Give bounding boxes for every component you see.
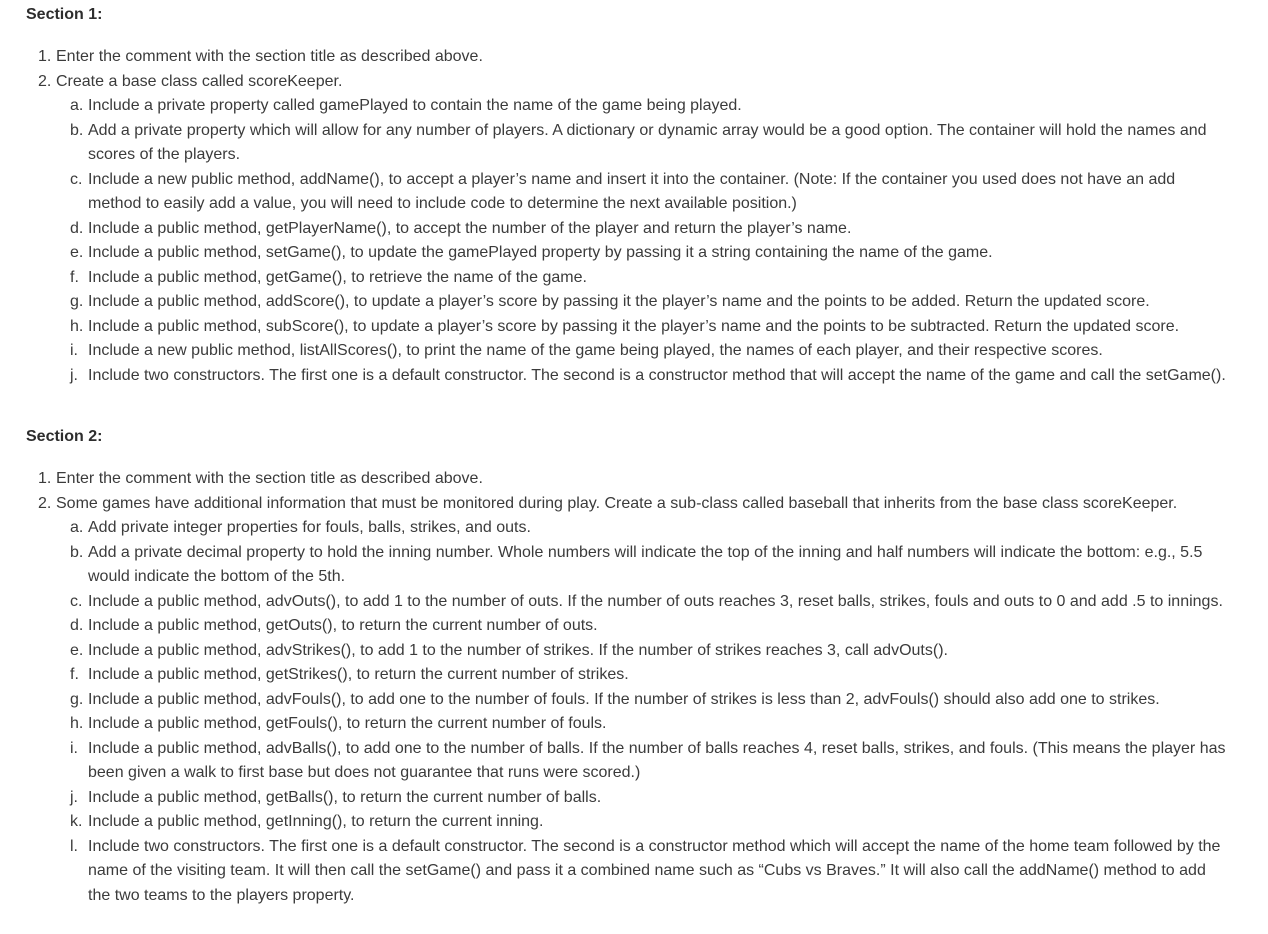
list-item-text: Enter the comment with the section title as described above.: [56, 48, 483, 65]
sub-list-item-letter: g.: [70, 293, 84, 310]
sub-list-item-letter: d.: [70, 219, 84, 237]
list-item-number: 1.: [38, 470, 52, 487]
sub-list-item: [70, 712, 1230, 737]
sub-list-item-letter: c.: [70, 592, 83, 610]
sub-list-item-letter: b.: [70, 543, 84, 561]
list-item-number: 2.: [38, 494, 52, 512]
sub-list-item-letter: j.: [70, 788, 78, 806]
sub-list-item-letter: i.: [70, 342, 78, 359]
sub-list-item-text: Include a public method, getFouls(), to return the current number of fouls.: [88, 715, 607, 732]
sub-list-item-letter: e.: [70, 244, 84, 261]
list-item-text: Create a base class called scoreKeeper.: [56, 72, 343, 90]
sub-list-item-text: Include a public method, getBalls(), to return the current number of balls.: [88, 788, 602, 806]
sub-list-item-letter: h.: [70, 317, 84, 335]
sub-list-item: [70, 217, 1228, 242]
sub-list-item-text: Include a public method, setGame(), to update the gamePlayed property by passing it a string containing the name of the game.: [88, 244, 993, 261]
sub-list-item-text: Add private integer properties for fouls, balls, strikes, and outs.: [88, 519, 531, 536]
list-item-number: 2.: [38, 72, 52, 90]
list-item-text: Some games have additional information that must be monitored during play. Create a sub-class called baseball that inherits from the base class scoreKeeper.: [56, 494, 1178, 512]
section-1-sublist: [56, 94, 1228, 388]
sub-list-item-text: Include two constructors. The first one is a default constructor. The second is a constructor method which will accept the name of the home team followed by the name of the visiting team. It will then call the setGame() and pass it a combined name such as “Cubs vs Braves.” It will also call the addName() method to add the two teams to the players property.: [88, 837, 1221, 904]
list-item: [0, 70, 1228, 389]
sub-list-item-letter: f.: [70, 268, 79, 286]
sub-list-item: [70, 835, 1230, 909]
sub-list-item: [70, 663, 1230, 688]
list-item: [0, 45, 1228, 70]
sub-list-item: [70, 516, 1230, 541]
sub-list-item-text: Include a public method, advStrikes(), to add 1 to the number of strikes. If the number of strikes reaches 3, call advOuts().: [88, 641, 948, 659]
sub-list-item-text: Include a public method, getPlayerName(), to accept the number of the player and return the player’s name.: [88, 219, 852, 237]
sub-list-item-text: Include a public method, subScore(), to update a player’s score by passing it the player’s name and the points to be subtracted. Return the updated score.: [88, 317, 1180, 335]
section-2-title: Section 2:: [26, 428, 103, 445]
sub-list-item-text: Include a public method, getStrikes(), to return the current number of strikes.: [88, 666, 629, 683]
sub-list-item-text: Include a public method, advFouls(), to add one to the number of fouls. If the number of strikes is less than 2, advFouls() should also add one to strikes.: [88, 690, 1160, 708]
sub-list-item: [70, 364, 1228, 389]
list-item-text: Enter the comment with the section title as described above.: [56, 470, 483, 487]
section-1-title: Section 1:: [26, 6, 103, 23]
sub-list-item-letter: d.: [70, 617, 84, 634]
sub-list-item-text: Include a new public method, listAllScores(), to print the name of the game being played, the names of each player, and their respective scores.: [88, 342, 1103, 359]
section-1-list: [0, 45, 1228, 388]
section-2-sublist: [56, 516, 1230, 908]
sub-list-item-letter: b.: [70, 121, 84, 139]
sub-list-item-letter: i.: [70, 739, 78, 757]
sub-list-item: [70, 590, 1230, 615]
sub-list-item: [70, 241, 1228, 266]
sub-list-item: [70, 614, 1230, 639]
sub-list-item-letter: a.: [70, 519, 84, 536]
sub-list-item-text: Include a public method, advOuts(), to add 1 to the number of outs. If the number of outs reaches 3, reset balls, strikes, fouls and outs to 0 and add .5 to innings.: [88, 592, 1223, 610]
sub-list-item-letter: a.: [70, 97, 84, 114]
sub-list-item-text: Include a public method, getGame(), to retrieve the name of the game.: [88, 268, 587, 286]
sub-list-item: [70, 639, 1230, 664]
sub-list-item: [70, 810, 1230, 835]
sub-list-item-letter: g.: [70, 690, 84, 708]
sub-list-item: [70, 290, 1228, 315]
sub-list-item-letter: h.: [70, 715, 84, 732]
sub-list-item-text: Add a private decimal property to hold the inning number. Whole numbers will indicate the top of the inning and half numbers will indicate the bottom: e.g., 5.5 would indicate the bottom of the 5th.: [88, 543, 1203, 585]
sub-list-item: [70, 786, 1230, 811]
sub-list-item-letter: f.: [70, 666, 79, 683]
section-2-list: [0, 467, 1230, 908]
sub-list-item-text: Include two constructors. The first one is a default constructor. The second is a constructor method that will accept the name of the game and call the setGame().: [88, 366, 1226, 384]
sub-list-item-text: Include a public method, addScore(), to update a player’s score by passing it the player’s name and the points to be added. Return the updated score.: [88, 293, 1150, 310]
sub-list-item-text: Include a public method, getInning(), to return the current inning.: [88, 813, 544, 830]
sub-list-item-letter: l.: [70, 837, 78, 855]
sub-list-item: [70, 339, 1228, 364]
sub-list-item-letter: e.: [70, 641, 84, 659]
list-item: [0, 467, 1230, 492]
list-item: [0, 492, 1230, 909]
sub-list-item-letter: k.: [70, 813, 83, 830]
sub-list-item-text: Include a new public method, addName(), to accept a player’s name and insert it into the container. (Note: If the container you used does not have an add method to easily add a value, you will need to include code to determine the next available position.): [88, 170, 1176, 212]
sub-list-item-text: Include a public method, advBalls(), to add one to the number of balls. If the number of balls reaches 4, reset balls, strikes, and fouls. (This means the player has been given a walk to first base but does not guarantee that runs were scored.): [88, 739, 1226, 781]
sub-list-item: [70, 94, 1228, 119]
sub-list-item-letter: c.: [70, 170, 83, 188]
sub-list-item: [70, 119, 1228, 168]
sub-list-item: [70, 688, 1230, 713]
list-item-number: 1.: [38, 48, 52, 65]
sub-list-item-text: Add a private property which will allow for any number of players. A dictionary or dynamic array would be a good option. The container will hold the names and scores of the players.: [88, 121, 1207, 163]
sub-list-item: [70, 266, 1228, 291]
sub-list-item-letter: j.: [70, 366, 78, 384]
sub-list-item: [70, 315, 1228, 340]
sub-list-item: [70, 737, 1230, 786]
sub-list-item-text: Include a private property called gamePlayed to contain the name of the game being played.: [88, 97, 742, 114]
sub-list-item: [70, 541, 1230, 590]
sub-list-item: [70, 168, 1228, 217]
sub-list-item-text: Include a public method, getOuts(), to return the current number of outs.: [88, 617, 598, 634]
